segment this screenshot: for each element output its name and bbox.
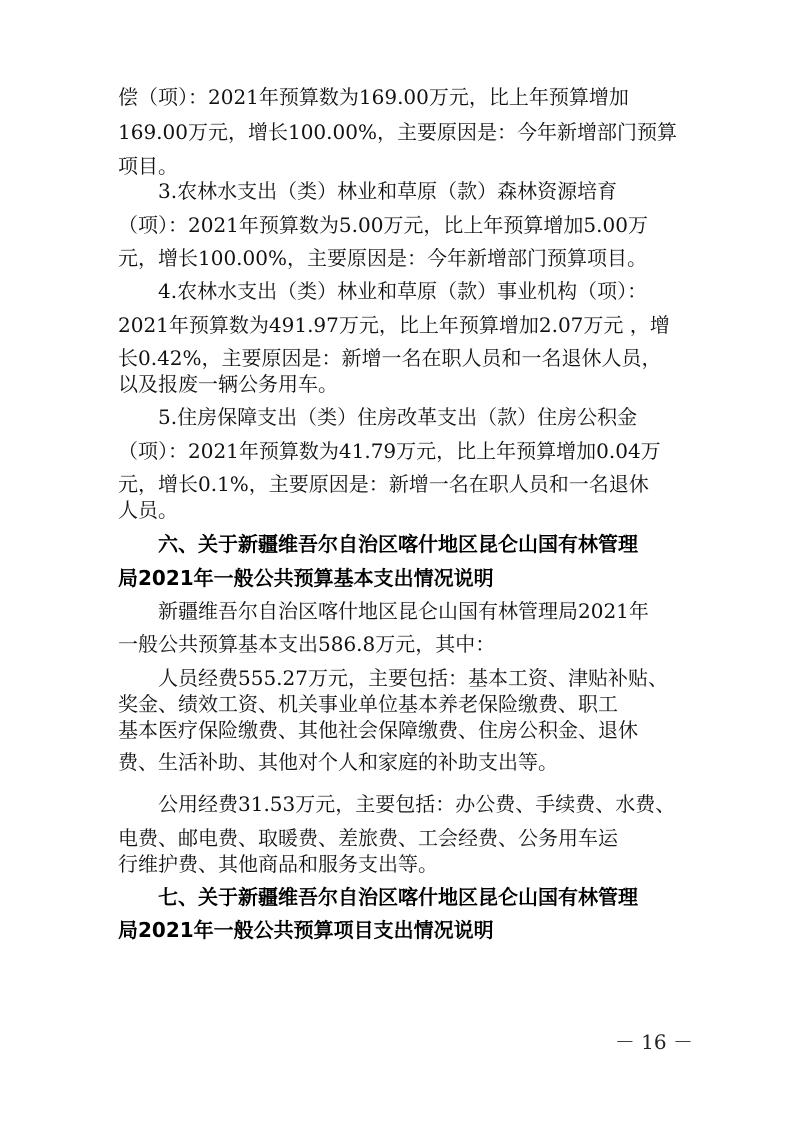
text-line: 行维护费、其他商品和服务支出等。 (118, 852, 438, 876)
section-heading: 七、关于新疆维吾尔自治区喀什地区昆仑山国有林管理 (118, 885, 638, 909)
section-heading: 局2021年一般公共预算项目支出情况说明 (118, 918, 494, 942)
text-line: 2021年预算数为491.97万元，比上年预算增加2.07万元 ，增 (118, 313, 670, 337)
text-line: 元，增长0.1%，主要原因是：新增一名在职人员和一名退休 (118, 472, 649, 496)
text-line: 4.农林水支出（类）林业和草原（款）事业机构（项）： (118, 279, 648, 303)
text-line: 新疆维吾尔自治区喀什地区昆仑山国有林管理局2021年 (118, 599, 649, 623)
text-line: 电费、邮电费、取暖费、差旅费、工会经费、公务用车运 (118, 826, 618, 850)
text-line: 项目。 (118, 154, 178, 178)
text-line: （项）：2021年预算数为41.79万元，比上年预算增加0.04万 (118, 439, 661, 463)
text-line: 奖金、绩效工资、机关事业单位基本养老保险缴费、职工 (118, 692, 618, 716)
section-heading: 局2021年一般公共预算基本支出情况说明 (118, 566, 494, 590)
text-line: 人员。 (118, 498, 178, 522)
text-line: （项）：2021年预算数为5.00万元，比上年预算增加5.00万 (118, 213, 648, 237)
page-number: － 16 － (614, 1030, 693, 1054)
text-line: 元，增长100.00%，主要原因是：今年新增部门预算项目。 (118, 246, 647, 270)
section-heading: 六、关于新疆维吾尔自治区喀什地区昆仑山国有林管理 (118, 532, 638, 556)
text-line: 以及报废一辆公务用车。 (118, 372, 338, 396)
text-line: 人员经费555.27万元，主要包括：基本工资、津贴补贴、 (118, 666, 668, 690)
text-line: 基本医疗保险缴费、其他社会保障缴费、住房公积金、退休 (118, 718, 638, 742)
text-line: 公用经费31.53万元，主要包括：办公费、手续费、水费、 (118, 792, 676, 816)
text-line: 3.农林水支出（类）林业和草原（款）森林资源培育 (118, 179, 618, 203)
text-line: 5.住房保障支出（类）住房改革支出（款）住房公积金 (118, 405, 638, 429)
text-line: 169.00万元，增长100.00%，主要原因是：今年新增部门预算 (118, 120, 677, 144)
text-line: 长0.42%，主要原因是：新增一名在职人员和一名退休人员， (118, 346, 662, 370)
text-line: 费、生活补助、其他对个人和家庭的补助支出等。 (118, 750, 558, 774)
text-line: 一般公共预算基本支出586.8万元，其中： (118, 632, 496, 656)
text-line: 偿（项）：2021年预算数为169.00万元，比上年预算增加 (118, 85, 629, 109)
